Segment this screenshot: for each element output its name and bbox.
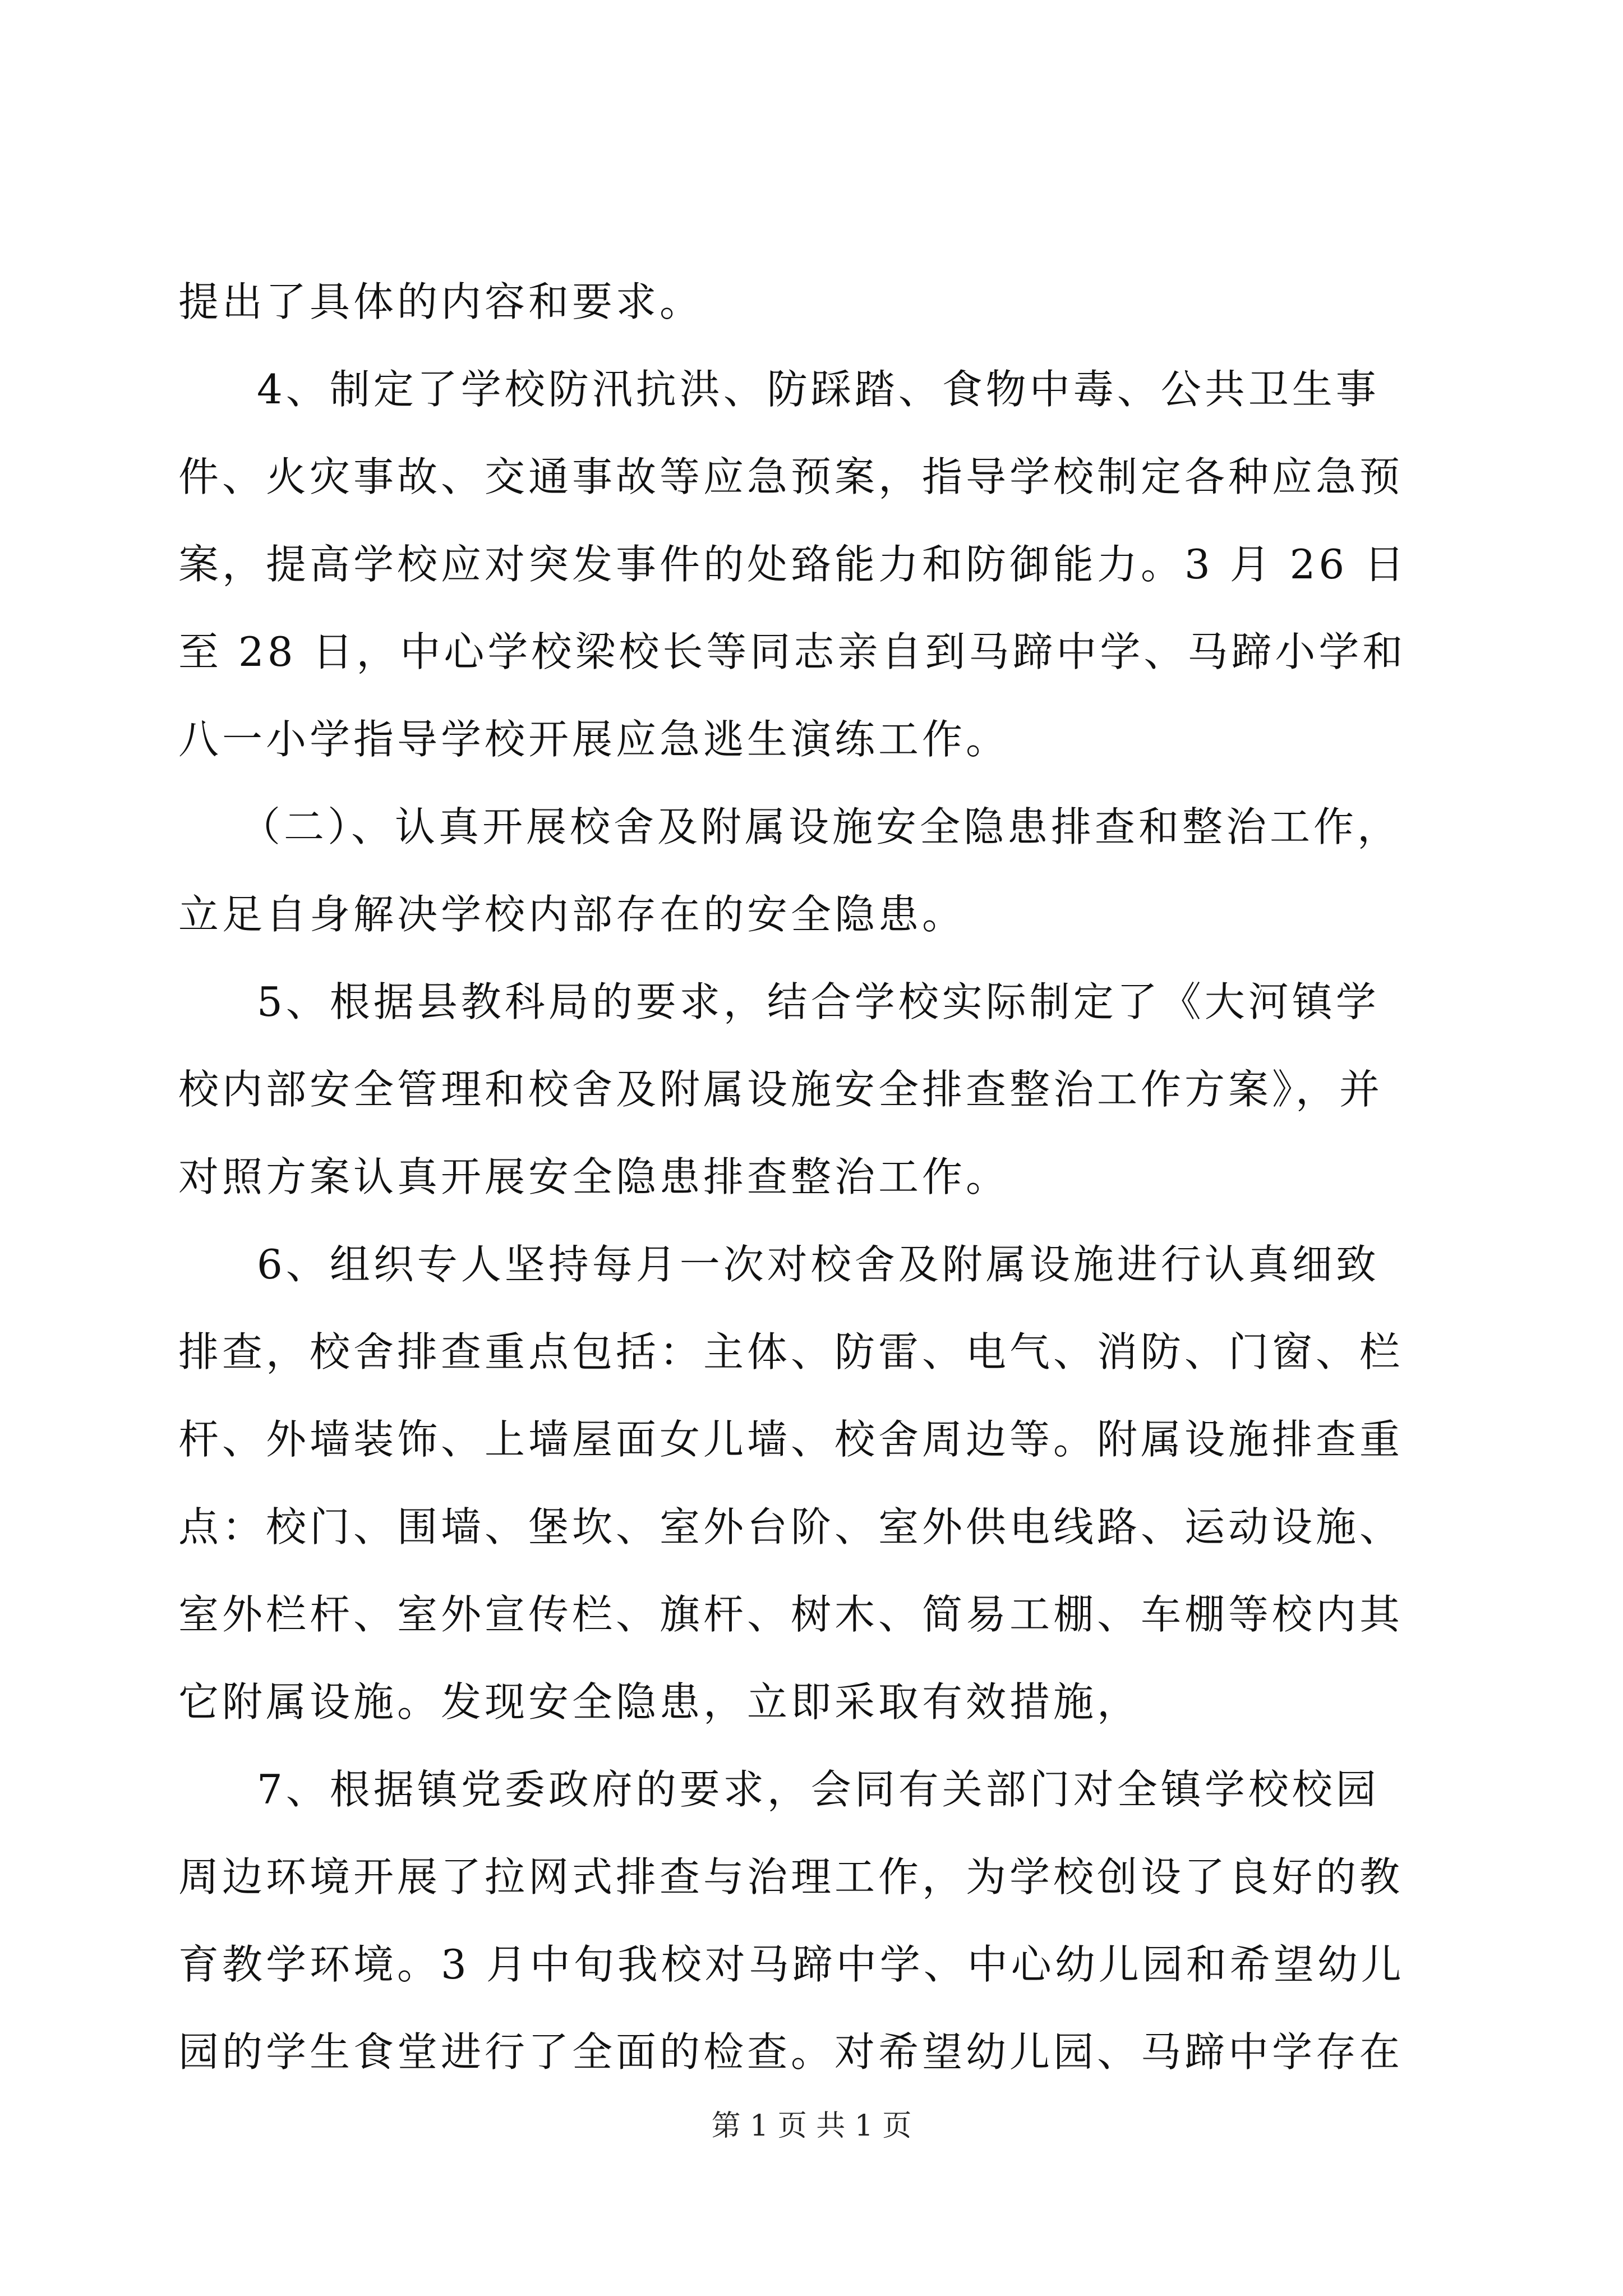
text-line: 排查，校舍排查重点包括：主体、防雷、电气、消防、门窗、栏 <box>178 1328 1404 1375</box>
section-heading-line: （二）、认真开展校舍及附属设施安全隐患排查和整治工作， <box>240 803 1401 850</box>
text-line: 7、根据镇党委政府的要求，会同有关部门对全镇学校校园 <box>257 1766 1380 1813</box>
page-footer <box>0 2106 1623 2146</box>
text-line: 至 28 日，中心学校梁校长等同志亲自到马蹄中学、马蹄小学和 <box>178 628 1407 675</box>
text-line: 园的学生食堂进行了全面的检查。对希望幼儿园、马蹄中学存在 <box>178 2028 1404 2076</box>
text-line: 件、火灾事故、交通事故等应急预案，指导学校制定各种应急预 <box>178 453 1404 500</box>
text-line: 对照方案认真开展安全隐患排查整治工作。 <box>178 1153 1010 1200</box>
text-line: 育教学环境。3 月中旬我校对马蹄中学、中心幼儿园和希望幼儿 <box>178 1941 1405 1988</box>
text-line: 室外栏杆、室外宣传栏、旗杆、树木、简易工棚、车棚等校内其 <box>178 1591 1404 1638</box>
text-line: 校内部安全管理和校舍及附属设施安全排查整治工作方案》，并 <box>178 1066 1384 1113</box>
text-line: 4、制定了学校防汛抗洪、防踩踏、食物中毒、公共卫生事 <box>257 366 1380 413</box>
page-number-label: 第 1 页 共 1 页 <box>711 2109 912 2143</box>
text-line: 提出了具体的内容和要求。 <box>178 278 704 325</box>
text-line: 八一小学指导学校开展应急逃生演练工作。 <box>178 716 1010 763</box>
text-line: 5、根据县教科局的要求，结合学校实际制定了《大河镇学 <box>257 978 1380 1025</box>
text-line: 6、组织专人坚持每月一次对校舍及附属设施进行认真细致 <box>257 1241 1380 1288</box>
text-line: 它附属设施。发现安全隐患，立即采取有效措施， <box>178 1678 1141 1726</box>
text-line: 杆、外墙装饰、上墙屋面女儿墙、校舍周边等。附属设施排查重 <box>178 1416 1404 1463</box>
text-line: 案，提高学校应对突发事件的处臵能力和防御能力。3 月 26 日 <box>178 541 1408 588</box>
text-line: 立足自身解决学校内部存在的安全隐患。 <box>178 891 966 938</box>
text-line: 周边环境开展了拉网式排查与治理工作，为学校创设了良好的教 <box>178 1853 1404 1901</box>
document-body <box>178 258 1429 2096</box>
text-line: 点：校门、围墙、堡坎、室外台阶、室外供电线路、运动设施、 <box>178 1503 1404 1550</box>
